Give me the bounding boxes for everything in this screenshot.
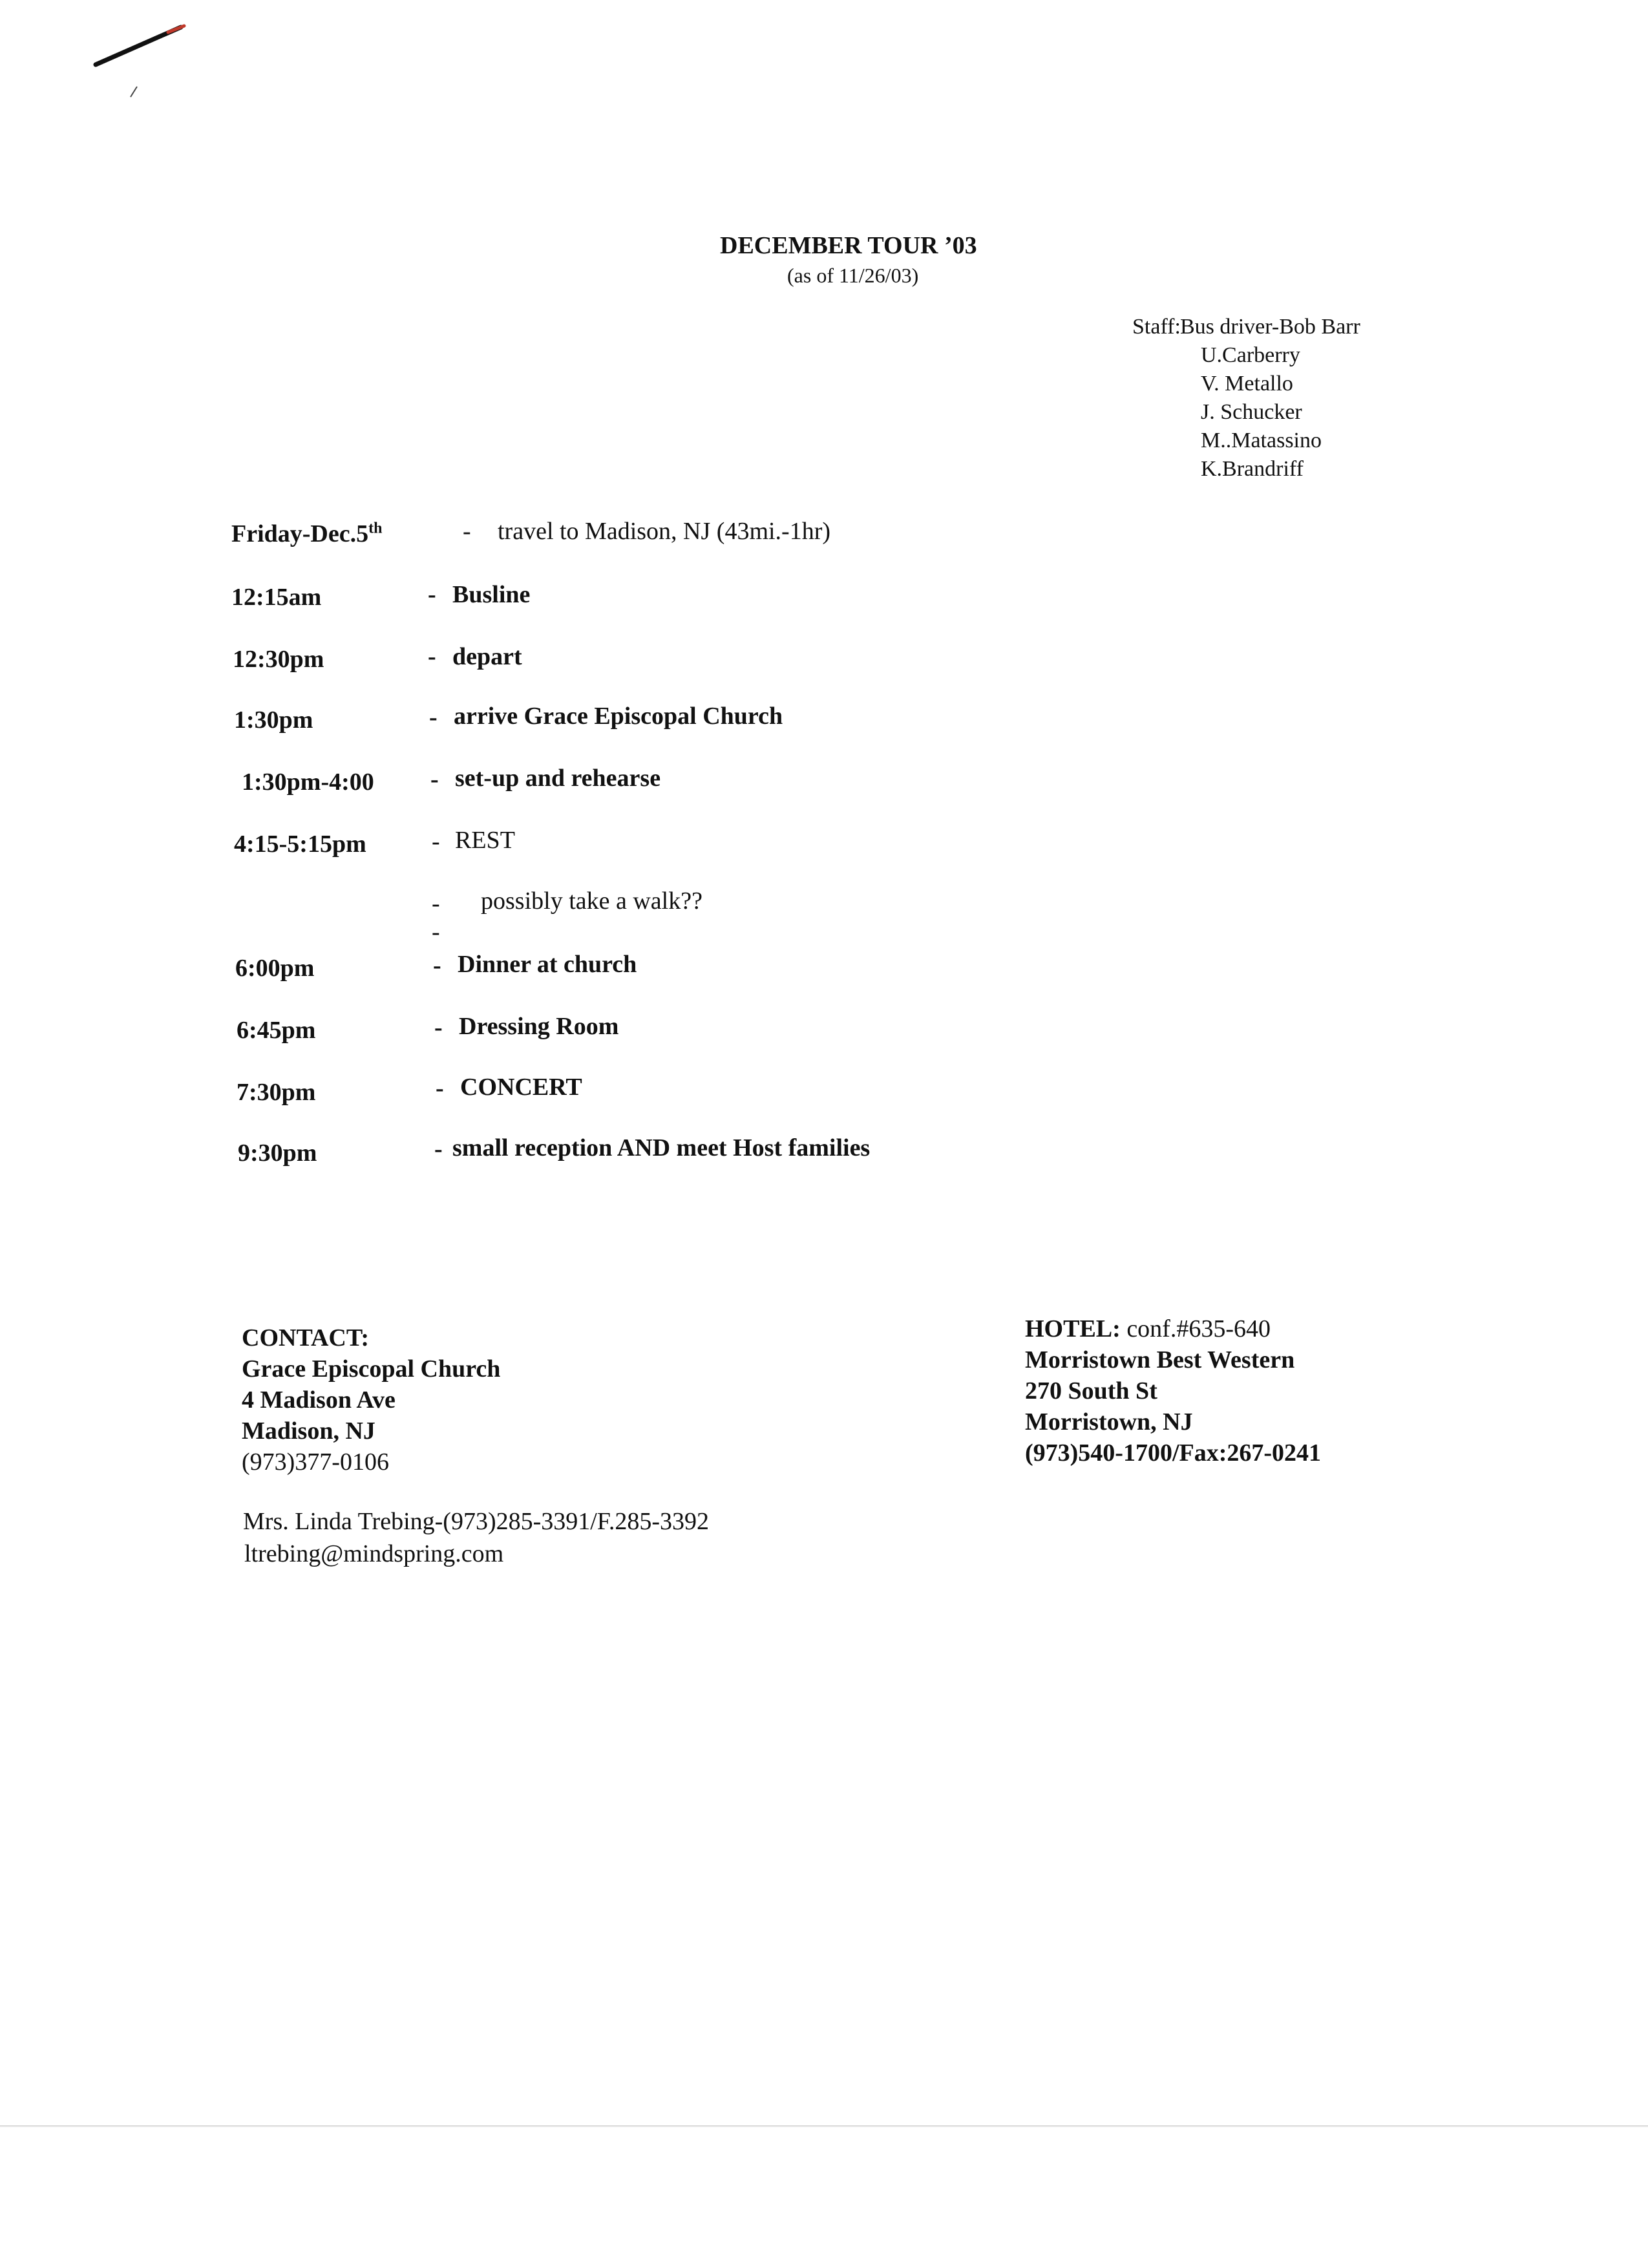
schedule-time: 1:30pm-4:00 bbox=[242, 768, 374, 796]
day-label-text: Friday-Dec.5 bbox=[231, 520, 369, 547]
hotel-heading-line bbox=[1025, 1313, 1271, 1345]
schedule-event: Busline bbox=[452, 581, 531, 608]
schedule-dash: - bbox=[436, 1075, 444, 1102]
schedule-dash: - bbox=[432, 890, 440, 917]
staff-member: J. Schucker bbox=[1201, 400, 1302, 424]
document-subtitle: (as of 11/26/03) bbox=[787, 264, 919, 287]
schedule-time: 12:30pm bbox=[233, 646, 324, 673]
schedule-dash: - bbox=[428, 581, 436, 608]
hotel-city: Morristown, NJ bbox=[1025, 1408, 1193, 1436]
schedule-dash: - bbox=[428, 643, 436, 670]
contact-email: ltrebing@mindspring.com bbox=[244, 1540, 504, 1567]
hotel-conf: conf.#635-640 bbox=[1126, 1315, 1271, 1342]
schedule-event: REST bbox=[455, 827, 515, 854]
schedule-dash: - bbox=[432, 918, 440, 946]
schedule-dash: - bbox=[432, 828, 440, 855]
day-dash: - bbox=[463, 518, 471, 545]
schedule-event: set-up and rehearse bbox=[455, 765, 661, 792]
hotel-heading: HOTEL: bbox=[1025, 1315, 1121, 1342]
schedule-dash: - bbox=[433, 952, 441, 979]
staff-member: Bus driver-Bob Barr bbox=[1180, 315, 1360, 339]
staff-label: Staff: bbox=[1132, 315, 1181, 339]
schedule-time: 6:00pm bbox=[235, 955, 315, 982]
contact-street: 4 Madison Ave bbox=[242, 1386, 396, 1414]
schedule-event: possibly take a walk?? bbox=[481, 887, 703, 915]
hotel-street: 270 South St bbox=[1025, 1377, 1157, 1404]
contact-name: Grace Episcopal Church bbox=[242, 1355, 501, 1383]
staff-member: V. Metallo bbox=[1201, 372, 1293, 396]
schedule-event: Dinner at church bbox=[458, 951, 637, 978]
contact-person: Mrs. Linda Trebing-(973)285-3391/F.285-3392 bbox=[243, 1508, 710, 1535]
schedule-time: 1:30pm bbox=[234, 706, 313, 734]
schedule-event: CONCERT bbox=[460, 1074, 582, 1101]
day-description: travel to Madison, NJ (43mi.-1hr) bbox=[498, 518, 831, 545]
schedule-dash: - bbox=[434, 1014, 443, 1041]
schedule-dash: - bbox=[434, 1136, 443, 1163]
day-label-sup: th bbox=[368, 520, 383, 537]
staff-member: U.Carberry bbox=[1201, 343, 1300, 367]
staff-member: M..Matassino bbox=[1201, 429, 1322, 452]
schedule-event: small reception AND meet Host families bbox=[452, 1134, 871, 1161]
hotel-phone: (973)540-1700/Fax:267-0241 bbox=[1025, 1439, 1322, 1467]
schedule-time: 4:15-5:15pm bbox=[234, 831, 366, 858]
contact-heading: CONTACT: bbox=[242, 1324, 370, 1351]
schedule-time: 7:30pm bbox=[237, 1079, 316, 1106]
schedule-time: 12:15am bbox=[231, 584, 322, 611]
contact-city: Madison, NJ bbox=[242, 1417, 375, 1445]
hotel-name: Morristown Best Western bbox=[1025, 1346, 1295, 1373]
document-title: DECEMBER TOUR ’03 bbox=[720, 232, 977, 259]
schedule-time: 6:45pm bbox=[237, 1017, 316, 1044]
staff-member: K.Brandriff bbox=[1201, 457, 1304, 481]
schedule-event: depart bbox=[452, 643, 522, 670]
schedule-time: 9:30pm bbox=[238, 1139, 317, 1167]
schedule-dash: - bbox=[430, 766, 439, 793]
scan-edge-divider bbox=[0, 2125, 1648, 2127]
pen-mark-decoration bbox=[90, 19, 194, 103]
schedule-event: arrive Grace Episcopal Church bbox=[454, 703, 783, 730]
schedule-dash: - bbox=[429, 704, 438, 731]
contact-phone: (973)377-0106 bbox=[242, 1448, 389, 1476]
schedule-event: Dressing Room bbox=[459, 1013, 619, 1040]
day-label bbox=[231, 520, 382, 548]
